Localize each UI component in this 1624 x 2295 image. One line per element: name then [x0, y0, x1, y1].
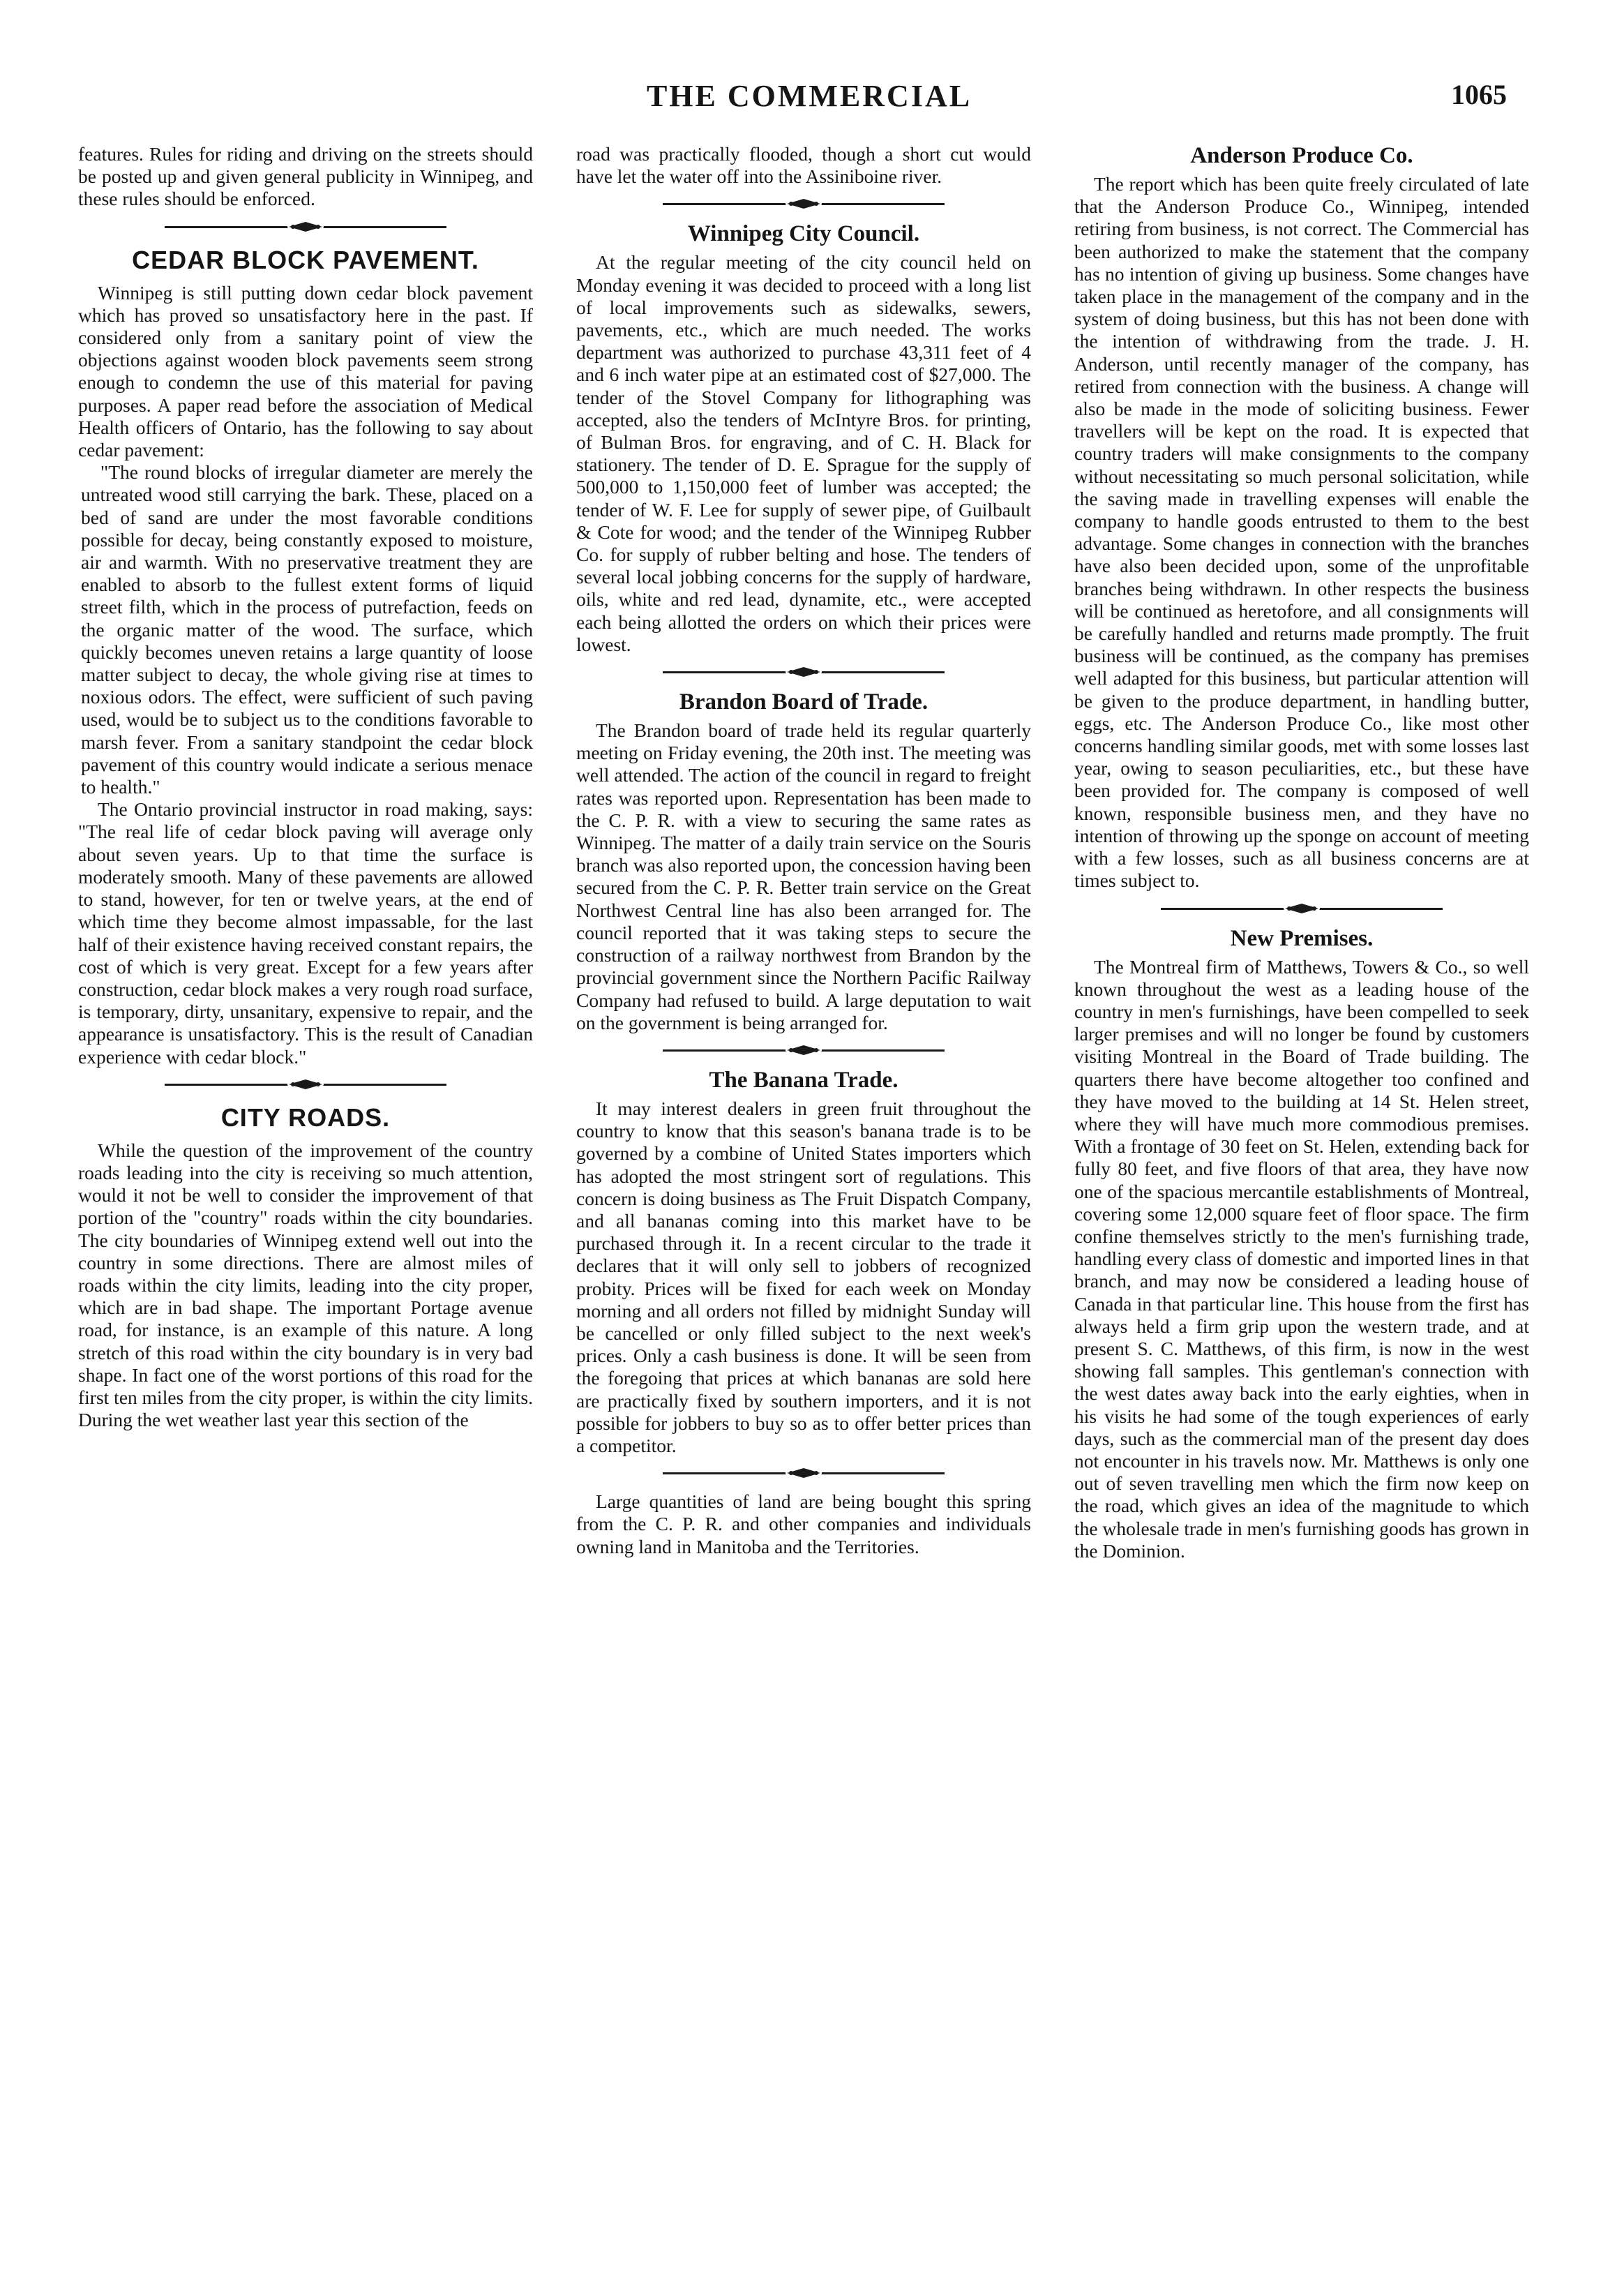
page-header [112, 78, 1507, 120]
article-title-council: Winnipeg City Council. [687, 221, 920, 247]
publication-title: THE COMMERCIAL [646, 79, 972, 113]
section-divider [576, 1040, 1031, 1061]
article-title-banana: The Banana Trade. [709, 1067, 899, 1093]
article-paragraph: The Montreal firm of Matthews, Towers & Co., so well known throughout the west as a leading house of the country in men's furnishings, have been compelled to seek larger premises and will no longer be found by customers visiting Montreal in the Board of Trade building. The quarters there have become altogether too confined and they have moved to the building at 14 St. Helen street, where they will have much more commodious premises. With a frontage of 30 feet on St. Helen, extending back for fully 80 feet, and five floors of that area, they have now one of the spacious mercantile establishments of Montreal, covering some 12,000 square feet of floor space. The firm confine themselves strictly to the men's furnishing trade, handling every class of domestic and imported lines in that branch, and may now be considered a leading house of Canada in that particular line. This house from the first has always held a firm grip upon the western trade, and at present S. C. Matthews, of this firm, is now in the west showing fall samples. This gentleman's connection with the west dates away back into the early eighties, when in his visits he had some of the tough experiences of early days, such as the commercial man of the present day does not encounter in his travels now. Mr. Matthews is only one out of seven travelling men which the firm now keep on the road, which gives an idea of the magnitude to which the wholesale trade in men's furnishing goods has grown in the Dominion. [1074, 955, 1529, 1562]
section-divider [1074, 898, 1529, 919]
article-paragraph: The Ontario provincial instructor in road making, says: "The real life of cedar block paving will average only about seven years. Up to that time the surface is moderately smooth. Many of these pavements are allowed to stand, however, for ten or twelve years, at the end of which time they become almost impassable, for the last half of their existence having received constant repairs, the cost of which is very great. Except for a few years after construction, cedar block makes a very rough road surface, is temporary, dirty, unsanitary, expensive to repair, and the appearance is unsatisfactory. This is the result of Canadian experience with cedar block." [78, 798, 533, 1068]
column-1 [78, 143, 533, 2250]
continued-paragraph: road was practically flooded, though a short cut would have let the water off into the Assiniboine river. [576, 143, 1031, 188]
article-quote: "The round blocks of irregular diameter are merely the untreated wood still carrying the bark. These, placed on a bed of sand are under the most favorable conditions possible for decay, being constantly exposed to moisture, air and warmth. With no preservative treatment they are enabled to absorb to the fullest extent forms of liquid street filth, which in the process of putrefaction, feeds on the organic matter of the wood. The surface, which quickly becomes uneven retains a large quantity of loose matter subject to decay, the whole giving rise at times to noxious odors. The effect, were sufficient of such paving used, would be to subject us to the conditions favorable to marsh fever. From a sanitary standpoint the cedar block pavement of this country would indicate a serious menace to health." [81, 461, 533, 798]
article-paragraph: At the regular meeting of the city council held on Monday evening it was decided to proceed with a long list of local improvements such as sidewalks, sewers, pavements, etc., which are much needed. The works department was authorized to purchase 43,311 feet of 4 and 6 inch water pipe at an estimated cost of $27,000. The tender of the Stovel Company for lithographing was accepted, also the tenders of McIntyre Bros. for printing, of Bulman Bros. for engraving, and of C. H. Black for stationery. The tender of D. E. Sprague for the supply of 500,000 to 1,150,000 feet of lumber was accepted; the tender of W. F. Lee for supply of sewer pipe, of Guilbault & Cote for wood; and the tender of the Winnipeg Rubber Co. for supply of rubber belting and hose. The tenders of several local jobbing concerns for the supply of hardware, oils, white and red lead, dynamite, etc., were accepted each being allotted the orders on which their prices were lowest. [576, 251, 1031, 655]
article-title-brandon: Brandon Board of Trade. [679, 689, 928, 715]
article-paragraph: Winnipeg is still putting down cedar block pavement which has proved so unsatisfactory here in the past. If considered only from a sanitary point of view the objections against wooden block pavements seem strong enough to condemn the use of this material for paving purposes. A paper read before the association of Medical Health officers of Ontario, has the following to say about cedar pavement: [78, 281, 533, 461]
section-divider [78, 1074, 533, 1095]
section-divider [576, 661, 1031, 682]
article-title-premises: New Premises. [1230, 925, 1374, 951]
article-title-anderson: Anderson Produce Co. [1190, 143, 1413, 168]
section-divider [576, 193, 1031, 214]
page-number: 1065 [1451, 79, 1507, 110]
column-2 [576, 143, 1031, 2250]
news-item-paragraph: Large quantities of land are being bought this spring from the C. P. R. and other companies and individuals owning land in Manitoba and the Territories. [576, 1490, 1031, 1557]
continued-paragraph: features. Rules for riding and driving on the streets should be posted up and given general publicity in Winnipeg, and these rules should be enforced. [78, 143, 533, 210]
article-title-roads: CITY ROADS. [220, 1102, 391, 1132]
article-paragraph: The Brandon board of trade held its regular quarterly meeting on Friday evening, the 20th inst. The meeting was well attended. The action of the council in regard to freight rates was reported upon. Representation has been made to the C. P. R. with a view to securing the same rates as Winnipeg. The matter of a daily train service on the Souris branch was also reported upon, the concession having been secured from the C. P. R. Better train service on the Great Northwest Central line has also been arranged for. The council reported that it was taking steps to secure the construction of a railway northwest from Brandon by the provincial government since the Northern Pacific Railway Company had refused to build. A large deputation to wait on the government is being arranged for. [576, 719, 1031, 1033]
article-paragraph: It may interest dealers in green fruit throughout the country to know that this season's banana trade is to be governed by a combine of United States importers which has adopted the most stringent sort of regulations. This concern is doing business as The Fruit Dispatch Company, and all bananas coming into this market have to be purchased through it. In a recent circular to the trade it declares that it will only sell to jobbers of recognized probity. Prices will be fixed for each week on Monday morning and all orders not filled by midnight Sunday will be cancelled or only filled subject to the next week's prices. Only a cash business is done. It will be seen from the foregoing that prices at which bananas are sold here are practically fixed by southern importers, and it is not possible for jobbers to buy so as to offer better prices than a competitor. [576, 1097, 1031, 1456]
section-divider [576, 1463, 1031, 1483]
section-divider [78, 216, 533, 237]
article-paragraph: The report which has been quite freely circulated of late that the Anderson Produce Co., Winnipeg, intended retiring from business, is not correct. The Commercial has been authorized to make the statement that the company has no intention of giving up business. Some changes have taken place in the management of the company and in the system of doing business, but this has not been done with the intention of withdrawing from the trade. J. H. Anderson, until recently manager of the company, has retired from connection with the business. A change will also be made in the mode of soliciting business. Fewer travellers will be kept on the road. It is expected that country traders will make consignments to the company without necessitating so much personal solicitation, while the saving made in travelling expenses will enable the company to handle goods entrusted to them to the best advantage. Some changes in connection with the branches have also been decided upon, some of the unprofitable branches being withdrawn. In other respects the business will be continued as heretofore, and all consignments will be carefully handled and returns made promptly. The fruit business will be continued, as the company has premises well adapted for this business, but particular attention will be given to the produce department, in handling butter, eggs, etc. The Anderson Produce Co., like most other concerns handling similar goods, met with some losses last year, owing to season peculiarities, etc., but these have been provided for. The company is composed of well known, responsible business men, and they have no intention of throwing up the sponge on account of meeting with a few losses, such as all business concerns are at times subject to. [1074, 173, 1529, 892]
column-3 [1074, 143, 1529, 2250]
article-paragraph: While the question of the improvement of the country roads leading into the city is receiving so much attention, would it not be well to consider the improvement of that portion of the "country" roads within the city boundaries. The city boundaries of Winnipeg extend well out into the country in some directions. There are almost miles of roads within the city limits, leading into the city proper, which are in bad shape. The important Portage avenue road, for instance, is an example of this nature. A long stretch of this road within the city boundary is in very bad shape. In fact one of the worst portions of this road for the first ten miles from the city proper, is within the city limits. During the wet weather last year this section of the [78, 1139, 533, 1431]
article-title-cedar: CEDAR BLOCK PAVEMENT. [132, 245, 479, 274]
